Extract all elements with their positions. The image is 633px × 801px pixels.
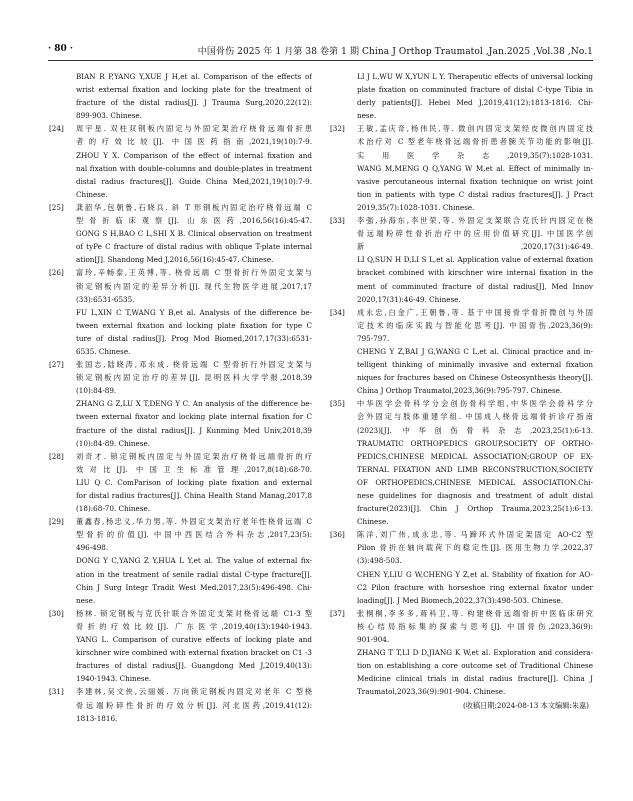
reference-number: [32] bbox=[330, 124, 345, 134]
reference-line: plate fixation on comminuted fracture of distal C-type Tibia in bbox=[357, 85, 593, 95]
reference-line: 2019,35(7):1028-1031. Chinese. bbox=[357, 202, 475, 212]
reference-line: (2023)[J]. 中华创伤骨科杂志,2023,25(1):6-13. bbox=[357, 425, 593, 435]
reference-line: LI Q,SUN H D,LI S L,et al. Application value of external fixation bbox=[357, 255, 593, 265]
reference-line: fracture of the distal radius[J]. J Kunming Med Univ,2018,39 bbox=[76, 425, 312, 435]
reference-line: nal fixation with double-columns and double-plates in treatment bbox=[76, 163, 312, 173]
reference-number: [33] bbox=[330, 216, 345, 226]
reference-line: wrist external fixation and locking plate for the treatment of bbox=[76, 85, 312, 95]
reference-number: [26] bbox=[49, 268, 64, 278]
reference-line: CHEN Y,LIU G W,CHENG Y Z,et al. Stability of fixation for AO- bbox=[357, 569, 593, 579]
reference-line: 李建林,吴文侠,云丽媛. 万向锁定钢板内固定对老年 C 型桡 bbox=[76, 687, 312, 697]
reference-line: 型骨折的价值[J]. 中国中西医结合外科杂志,2017,23(5): bbox=[76, 530, 312, 540]
reference-entry bbox=[330, 397, 593, 528]
reference-line: 901-904. bbox=[357, 635, 390, 645]
reference-line: TRAUMATIC ORTHOPEDICS GROUP,SOCIETY OF ORTHO- bbox=[357, 438, 593, 448]
reference-line: (18):68-70. Chinese. bbox=[76, 504, 151, 514]
reference-line: 定技术的临床实践与智能化思考[J]. 中国骨伤,2023,36(9): bbox=[357, 320, 593, 330]
reference-line: of tyPe C fracture of distal radius with oblique T-plate internal bbox=[76, 242, 312, 252]
reference-line: nese. bbox=[76, 595, 96, 605]
reference-line: CHENG Y Z,BAI J G,WANG C L,et al. Clinical practice and in- bbox=[357, 346, 593, 356]
reference-entry bbox=[49, 450, 312, 515]
reference-line: (3):498-503. bbox=[357, 556, 402, 566]
reference-line: PEDICS,CHINESE MEDICAL ASSOCIATION;GROUP OF EX- bbox=[357, 451, 593, 461]
reference-number: [31] bbox=[49, 687, 64, 697]
reference-line: 496-498. bbox=[76, 543, 109, 553]
reference-line: bracket combined with kirschner wire internal fixation in the bbox=[357, 268, 593, 278]
reference-line: (10):84-89. bbox=[76, 386, 117, 396]
reference-line: 会外固定与肢体重建学组. 中国成人桡骨远端骨折诊疗指南 bbox=[357, 412, 593, 422]
reference-line: distal radius fractures[J]. Guide China Med,2021,19(10):7-9. bbox=[76, 176, 312, 186]
reference-line: Chin J Surg Integr Tradit West Med,2017,23(5):496-498. Chi- bbox=[76, 582, 312, 592]
reference-line: 899-903. Chinese. bbox=[76, 111, 142, 121]
reference-line: ZHOU Y X. Comparison of the effect of internal fixation and bbox=[76, 150, 312, 160]
reference-line: TERNAL FIXATION AND LIMB RECONSTRUCTION,SOCIETY bbox=[357, 464, 593, 474]
reference-number: [37] bbox=[330, 608, 345, 618]
reference-line: niques for fractures based on Chinese Osteosynthesis theory[J]. bbox=[357, 373, 593, 383]
reference-line: 李强,孙海东,李世荣,等. 外固定支架联合克氏针内固定在桡 bbox=[357, 216, 593, 226]
reference-line: 核心结局指标集的探索与思考[J]. 中国骨伤,2023,36(9): bbox=[357, 621, 593, 631]
reference-entry bbox=[49, 266, 312, 358]
reference-entry bbox=[330, 528, 593, 607]
reference-number: [25] bbox=[49, 202, 64, 212]
reference-line: 骨远端粉碎性骨折治疗中的应用价值研究[J]. 中国医学创 bbox=[357, 229, 593, 239]
page-number: · 80 · bbox=[48, 44, 74, 54]
reference-line: ment of comminuted fracture of distal radius[J]. Med Innov bbox=[357, 281, 593, 291]
reference-number: [30] bbox=[49, 608, 64, 618]
reference-line: tween external fixator and locking plate internal fixation for C bbox=[76, 412, 312, 422]
reference-line: 术治疗对 C 型老年桡骨远端骨折患者腕关节功能的影响[J]. bbox=[357, 137, 593, 147]
reference-line: Pilon 骨折在轴向载荷下的稳定性[J]. 医用生物力学,2022,37 bbox=[357, 543, 593, 553]
reference-entry bbox=[49, 685, 312, 724]
reference-line: 效对比[J]. 中国卫生标准管理,2017,8(18):68-70. bbox=[76, 464, 312, 474]
reference-line: fracture of the distal radius[J]. J Trauma Surg,2020,22(12): bbox=[76, 98, 312, 108]
reference-line: 锁定钢板内固定的差异分析[J]. 现代生物医学进展,2017,17 bbox=[76, 281, 312, 291]
reference-line: Chinese. bbox=[76, 189, 108, 199]
reference-line: 中华医学会骨科学分会创伤骨科学组,中华医学会骨科学分 bbox=[357, 399, 593, 409]
reference-line: 型骨折临床观察[J]. 山东医药,2016,56(16):45-47. bbox=[76, 216, 312, 226]
running-header bbox=[48, 44, 593, 58]
reference-line: tion on establishing a core outcome set of Traditional Chinese bbox=[357, 661, 593, 671]
reference-line: China J Orthop Traumatol,2023,36(9):795-797. Chinese. bbox=[357, 386, 563, 396]
reference-line: LIU Q C. ComParison of locking plate fixation and external bbox=[76, 477, 312, 487]
reference-number: [27] bbox=[49, 360, 64, 370]
reference-line: 富玲,辛畅泰,王英博,等. 桡骨远端 C 型骨折行外固定支架与 bbox=[76, 268, 312, 278]
reference-number: [36] bbox=[330, 530, 345, 540]
journal-line: 中国骨伤 2025 年 1 月第 38 卷第 1 期 China J Orthop Traumatol ,Jan.2025 ,Vol.38 ,No.1 bbox=[197, 47, 593, 57]
reference-line: WANG M,MENG Q Q,YANG W M,et al. Effect of minimally in- bbox=[357, 163, 593, 173]
reference-line: kirschner wire combined with external fixation bracket on C1 -3 bbox=[76, 648, 312, 658]
reference-line: 张桐桐,李多多,蒋科卫,等. 构建桡骨远端骨折中医临床研究 bbox=[357, 608, 593, 618]
reference-line: ation[J]. Shandong Med J,2016,56(16):45-47. Chinese. bbox=[76, 255, 274, 265]
reference-line: 者的疗效比较[J]. 中国医药指南,2021,19(10):7-9. bbox=[76, 137, 312, 147]
reference-line: 张国志,陆晓涛,邓永成. 桡骨远端 C 型骨折行外固定支架与 bbox=[76, 360, 312, 370]
reference-line: 龚韶华,包朝鲁,石晓兵. 斜 T 形钢板内固定治疗桡骨远端 C bbox=[76, 202, 312, 212]
reference-entry bbox=[49, 607, 312, 686]
reference-line: 成永忠,白金广,王朝鲁,等. 基于中国接骨学骨折微创与外固 bbox=[357, 307, 593, 317]
reference-line: C2 Pilon fracture with horseshoe ring external fixator under bbox=[357, 582, 593, 592]
reference-line: GONG S H,BAO C L,SHI X B. Clinical observation on treatment bbox=[76, 229, 312, 239]
reference-line: fracture(2023)[J]. Chin J Orthop Trauma,2023,25(1):6-13. bbox=[357, 504, 593, 514]
reference-entry bbox=[49, 515, 312, 607]
reference-number: [35] bbox=[330, 399, 345, 409]
reference-line: ture of distal radius[J]. Prog Mod Biomed,2017,17(33):6531- bbox=[76, 333, 312, 343]
reference-line: 1940-1943. Chinese. bbox=[76, 674, 152, 684]
reference-entry bbox=[49, 70, 312, 122]
reference-line: FU L,XIN C T,WANG Y B,et al. Analysis of the difference be- bbox=[76, 307, 312, 317]
reference-line: LI J L,WU W X,YUN L Y. Therapeutic effects of universal locking bbox=[357, 72, 593, 81]
reference-line: DONG Y C,YANG Z Y,HUA L Y,et al. The value of external fix- bbox=[76, 556, 312, 566]
reference-line: Chinese. bbox=[357, 517, 389, 527]
reference-number: [29] bbox=[49, 517, 64, 527]
reference-line: loading[J]. J Med Biomech,2022,37(3):498-503. Chinese. bbox=[357, 595, 563, 605]
reference-line: 锁定钢板内固定治疗的差异[J]. 昆明医科大学学报,2018,39 bbox=[76, 373, 312, 383]
reference-line: BIAN R P,YANG Y,XUE J H,et al. Comparison of the effects of bbox=[76, 72, 312, 81]
reference-entry bbox=[49, 358, 312, 450]
reference-number: [34] bbox=[330, 307, 345, 317]
reference-line: (33):6531-6535. bbox=[76, 294, 135, 304]
left-column bbox=[49, 70, 312, 725]
reference-line: derly patients[J]. Hebei Med J,2019,41(12):1813-1816. Chi- bbox=[357, 98, 593, 108]
received-date-editor-note: (收稿日期:2024-08-13 本文编辑:朱嘉) bbox=[462, 700, 589, 710]
reference-line: for distal radius fractures[J]. China Health Stand Manag,2017,8 bbox=[76, 491, 312, 500]
reference-entry bbox=[49, 122, 312, 201]
reference-line: 795-797. bbox=[357, 333, 390, 343]
reference-line: 2020,17(31):46-49. Chinese. bbox=[357, 294, 461, 304]
reference-line: 实用医学杂志,2019,35(7):1028-1031. bbox=[357, 150, 593, 160]
reference-line: nese. bbox=[357, 111, 377, 121]
reference-line: Medicine clinical trials in distal radius fracture[J]. China J bbox=[357, 674, 593, 684]
reference-line: vasive percutaneous internal fixation technique on wrist joint bbox=[357, 176, 593, 186]
reference-line: 骨折的疗效比较[J]. 广东医学,2019,40(13):1940-1943. bbox=[76, 621, 312, 631]
reference-line: 董鑫春,杨忠义,华力男,等. 外固定支架治疗老年性桡骨远端 C bbox=[76, 517, 312, 527]
reference-line: ation in the treatment of senile radial distal C-type fracture[J]. bbox=[76, 569, 312, 579]
reference-line: (10):84-89. Chinese. bbox=[76, 438, 151, 448]
reference-line: 周宇星. 双柱双钢板内固定与外固定架治疗桡骨远端骨折患 bbox=[76, 124, 312, 134]
reference-entry bbox=[330, 122, 593, 214]
reference-line: 新,2020,17(31):46-49. bbox=[357, 242, 593, 252]
reference-line: 杨林. 锁定钢板与克氏针联合外固定支架对桡骨远端 C1-3 型 bbox=[76, 608, 312, 618]
reference-line: fractures of distal radius[J]. Guangdong Med J,2019,40(13): bbox=[76, 661, 312, 671]
right-column bbox=[330, 70, 593, 712]
reference-number: [28] bbox=[49, 451, 64, 461]
reference-number: [24] bbox=[49, 124, 64, 134]
reference-entry bbox=[330, 306, 593, 398]
reference-line: 1813-1816. bbox=[76, 713, 118, 723]
reference-entry bbox=[49, 201, 312, 266]
reference-line: OF ORTHOPEDICS,CHINESE MEDICAL ASSOCIATION.Chi- bbox=[357, 477, 593, 487]
header-rule bbox=[48, 60, 593, 61]
reference-line: ZHANG T T,LI D D,JIANG K W,et al. Exploration and considera- bbox=[357, 648, 593, 658]
reference-line: Traumatol,2023,36(9):901-904. Chinese. bbox=[357, 687, 506, 697]
reference-entry bbox=[330, 607, 593, 699]
reference-line: ZHANG G Z,LU X T,DENG Y C. An analysis of the difference be- bbox=[76, 399, 312, 409]
reference-entry bbox=[330, 70, 593, 122]
reference-entry bbox=[330, 214, 593, 306]
reference-line: 刘奇才. 锁定钢板内固定与外固定架治疗桡骨远端骨折的疗 bbox=[76, 451, 312, 461]
reference-line: 6535. Chinese. bbox=[76, 346, 131, 356]
reference-line: telligent thinking of minimally invasive and external fixation bbox=[357, 360, 593, 370]
reference-line: 王敏,孟庆奇,杨伟民,等. 微创内固定支架经皮微创内固定技 bbox=[357, 124, 593, 134]
reference-line: 陈洋,刘广伟,成永忠,等. 马蹄环式外固定架固定 AO-C2 型 bbox=[357, 530, 593, 540]
reference-line: nese guidelines for diagnosis and treatment of adult distal bbox=[357, 491, 593, 500]
reference-line: tween external fixation and locking plate fixation for type C bbox=[76, 320, 312, 330]
reference-line: 骨远端粉碎性骨折的疗效分析[J]. 河北医药,2019,41(12): bbox=[76, 700, 312, 710]
reference-line: YANG L. Comparison of curative effects of locking plate and bbox=[76, 635, 312, 645]
reference-line: tion in patients with type C distal radius fractures[J]. J Pract bbox=[357, 189, 593, 199]
